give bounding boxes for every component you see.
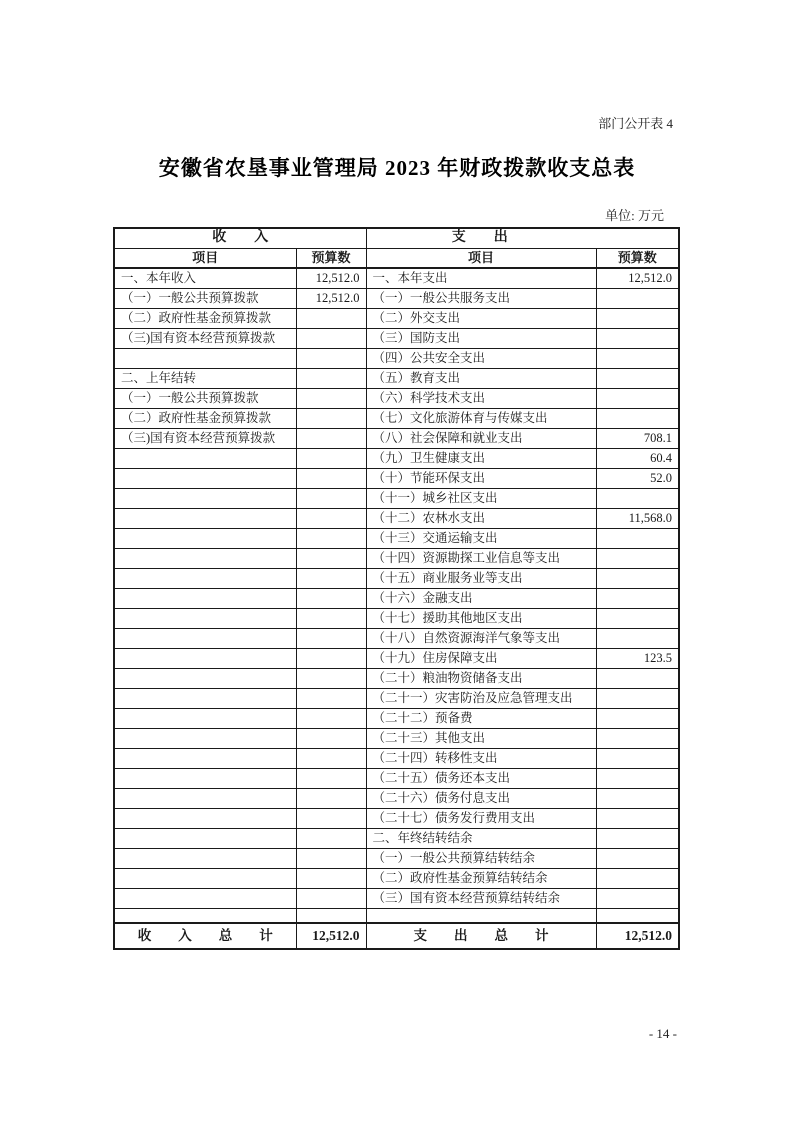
expense-budget-cell: 11,568.0 <box>596 508 679 528</box>
income-item-cell <box>114 828 296 848</box>
income-item-cell <box>114 668 296 688</box>
table-row <box>114 308 679 328</box>
income-item-cell <box>114 468 296 488</box>
expense-budget-cell <box>596 708 679 728</box>
expense-item-cell: （二十二）预备费 <box>366 708 596 728</box>
income-item-cell: 二、上年结转 <box>114 368 296 388</box>
income-budget-cell <box>296 768 366 788</box>
expense-budget-cell: 52.0 <box>596 468 679 488</box>
income-item-cell <box>114 648 296 668</box>
expense-item-cell: （三）国有资本经营预算结转结余 <box>366 888 596 908</box>
expense-budget-cell: 123.5 <box>596 648 679 668</box>
page-title: 安徽省农垦事业管理局 2023 年财政拨款收支总表 <box>158 156 636 180</box>
expense-budget-cell <box>596 748 679 768</box>
expense-budget-cell <box>596 888 679 908</box>
income-item-cell <box>114 888 296 908</box>
income-item-cell <box>114 728 296 748</box>
income-budget-cell <box>296 528 366 548</box>
expense-item-cell: （十六）金融支出 <box>366 588 596 608</box>
income-budget-cell <box>296 848 366 868</box>
table-row <box>114 408 679 428</box>
income-item-cell: （二）政府性基金预算拨款 <box>114 408 296 428</box>
income-item-cell <box>114 908 296 923</box>
income-item-cell <box>114 568 296 588</box>
income-budget-cell <box>296 448 366 468</box>
income-item-cell <box>114 848 296 868</box>
budget-table <box>113 227 680 950</box>
income-budget-cell <box>296 408 366 428</box>
income-budget-cell <box>296 348 366 368</box>
expense-budget-cell <box>596 588 679 608</box>
expense-item-cell: （六）科学技术支出 <box>366 388 596 408</box>
expense-item-cell: （十八）自然资源海洋气象等支出 <box>366 628 596 648</box>
expense-budget-cell: 60.4 <box>596 448 679 468</box>
income-budget-cell <box>296 908 366 923</box>
income-budget-cell <box>296 828 366 848</box>
expense-total-label: 支 出 总 计 <box>366 923 596 949</box>
income-budget-cell <box>296 688 366 708</box>
expense-budget-cell <box>596 348 679 368</box>
expense-budget-cell <box>596 388 679 408</box>
income-budget-cell <box>296 568 366 588</box>
table-row <box>114 868 679 888</box>
expense-total-value: 12,512.0 <box>596 923 679 949</box>
expense-budget-cell <box>596 608 679 628</box>
expense-budget-cell <box>596 548 679 568</box>
income-budget-cell <box>296 368 366 388</box>
income-budget-cell <box>296 428 366 448</box>
income-budget-cell: 12,512.0 <box>296 288 366 308</box>
expense-budget-cell <box>596 688 679 708</box>
table-row <box>114 788 679 808</box>
income-item-cell: （一）一般公共预算拨款 <box>114 388 296 408</box>
expense-budget-cell <box>596 328 679 348</box>
expense-budget-cell <box>596 408 679 428</box>
table-row <box>114 768 679 788</box>
expense-budget-cell <box>596 308 679 328</box>
expense-budget-cell <box>596 868 679 888</box>
income-item-cell <box>114 548 296 568</box>
expense-item-cell: （二十一）灾害防治及应急管理支出 <box>366 688 596 708</box>
income-item-header: 项目 <box>114 248 296 268</box>
expense-budget-cell <box>596 368 679 388</box>
income-item-cell: （二）政府性基金预算拨款 <box>114 308 296 328</box>
income-item-cell <box>114 588 296 608</box>
income-budget-cell <box>296 888 366 908</box>
income-budget-cell <box>296 608 366 628</box>
table-row <box>114 688 679 708</box>
expense-budget-cell <box>596 728 679 748</box>
table-row <box>114 348 679 368</box>
table-row <box>114 628 679 648</box>
income-item-cell: （三)国有资本经营预算拨款 <box>114 428 296 448</box>
expense-item-cell: （一）一般公共服务支出 <box>366 288 596 308</box>
expense-budget-cell <box>596 288 679 308</box>
income-budget-cell <box>296 788 366 808</box>
table-row <box>114 468 679 488</box>
income-budget-cell <box>296 628 366 648</box>
income-budget-cell <box>296 588 366 608</box>
table-row <box>114 848 679 868</box>
table-row <box>114 888 679 908</box>
income-budget-cell <box>296 508 366 528</box>
expense-budget-cell <box>596 568 679 588</box>
table-row <box>114 388 679 408</box>
income-budget-header: 预算数 <box>296 248 366 268</box>
expense-item-cell: （一）一般公共预算结转结余 <box>366 848 596 868</box>
expense-item-cell: （十九）住房保障支出 <box>366 648 596 668</box>
expense-item-cell: （二十）粮油物资储备支出 <box>366 668 596 688</box>
expense-item-cell: （九）卫生健康支出 <box>366 448 596 468</box>
income-total-label: 收 入 总 计 <box>114 923 296 949</box>
total-row <box>114 923 679 949</box>
expense-item-cell: （十二）农林水支出 <box>366 508 596 528</box>
table-row <box>114 728 679 748</box>
table-row <box>114 368 679 388</box>
column-header-row <box>114 248 679 268</box>
expense-item-cell: （二十四）转移性支出 <box>366 748 596 768</box>
expense-budget-cell <box>596 488 679 508</box>
table-row <box>114 508 679 528</box>
expense-budget-cell <box>596 528 679 548</box>
table-row <box>114 328 679 348</box>
expense-section-header: 支 出 <box>366 228 679 248</box>
income-item-cell <box>114 348 296 368</box>
income-total-value: 12,512.0 <box>296 923 366 949</box>
section-header-row <box>114 228 679 248</box>
expense-item-cell: （十七）援助其他地区支出 <box>366 608 596 628</box>
income-item-cell <box>114 448 296 468</box>
income-item-cell <box>114 488 296 508</box>
table-row <box>114 528 679 548</box>
table-row <box>114 748 679 768</box>
expense-budget-cell <box>596 828 679 848</box>
expense-budget-cell <box>596 908 679 923</box>
expense-budget-cell <box>596 788 679 808</box>
income-budget-cell <box>296 388 366 408</box>
expense-item-cell: 二、年终结转结余 <box>366 828 596 848</box>
expense-item-cell <box>366 908 596 923</box>
unit-note: 单位: 万元 <box>605 208 664 223</box>
table-row <box>114 588 679 608</box>
table-row <box>114 548 679 568</box>
table-row <box>114 828 679 848</box>
income-item-cell <box>114 868 296 888</box>
expense-item-header: 项目 <box>366 248 596 268</box>
table-row <box>114 448 679 468</box>
expense-budget-cell <box>596 768 679 788</box>
expense-item-cell: （四）公共安全支出 <box>366 348 596 368</box>
income-item-cell <box>114 528 296 548</box>
income-item-cell <box>114 508 296 528</box>
income-budget-cell <box>296 808 366 828</box>
income-budget-cell <box>296 308 366 328</box>
income-item-cell <box>114 608 296 628</box>
expense-item-cell: （二）政府性基金预算结转结余 <box>366 868 596 888</box>
income-section-header: 收 入 <box>114 228 366 248</box>
income-budget-cell <box>296 868 366 888</box>
expense-budget-cell <box>596 668 679 688</box>
expense-budget-cell: 12,512.0 <box>596 268 679 288</box>
expense-item-cell: （十一）城乡社区支出 <box>366 488 596 508</box>
expense-budget-cell <box>596 848 679 868</box>
expense-item-cell: 一、本年支出 <box>366 268 596 288</box>
expense-item-cell: （十三）交通运输支出 <box>366 528 596 548</box>
expense-item-cell: （五）教育支出 <box>366 368 596 388</box>
income-budget-cell <box>296 468 366 488</box>
table-row <box>114 608 679 628</box>
income-item-cell: （三)国有资本经营预算拨款 <box>114 328 296 348</box>
table-row <box>114 428 679 448</box>
income-item-cell <box>114 788 296 808</box>
income-budget-cell <box>296 748 366 768</box>
income-budget-cell <box>296 708 366 728</box>
income-item-cell: 一、本年收入 <box>114 268 296 288</box>
expense-item-cell: （七）文化旅游体育与传媒支出 <box>366 408 596 428</box>
income-budget-cell <box>296 488 366 508</box>
table-row <box>114 488 679 508</box>
income-item-cell <box>114 688 296 708</box>
income-budget-cell <box>296 548 366 568</box>
expense-budget-cell <box>596 808 679 828</box>
expense-item-cell: （十）节能环保支出 <box>366 468 596 488</box>
income-item-cell <box>114 708 296 728</box>
expense-item-cell: （二十五）债务还本支出 <box>366 768 596 788</box>
income-budget-cell <box>296 648 366 668</box>
income-item-cell <box>114 808 296 828</box>
doc-label: 部门公开表 4 <box>598 116 673 131</box>
table-row <box>114 668 679 688</box>
expense-item-cell: （二十七）债务发行费用支出 <box>366 808 596 828</box>
table-row <box>114 288 679 308</box>
expense-budget-cell: 708.1 <box>596 428 679 448</box>
expense-item-cell: （三）国防支出 <box>366 328 596 348</box>
table-row <box>114 708 679 728</box>
table-row <box>114 648 679 668</box>
income-item-cell <box>114 628 296 648</box>
expense-item-cell: （十四）资源勘探工业信息等支出 <box>366 548 596 568</box>
income-item-cell <box>114 748 296 768</box>
expense-item-cell: （二十六）债务付息支出 <box>366 788 596 808</box>
table-row <box>114 568 679 588</box>
page-number: - 14 - <box>648 1026 677 1041</box>
expense-budget-header: 预算数 <box>596 248 679 268</box>
expense-item-cell: （二）外交支出 <box>366 308 596 328</box>
table-row <box>114 808 679 828</box>
expense-item-cell: （二十三）其他支出 <box>366 728 596 748</box>
expense-item-cell: （十五）商业服务业等支出 <box>366 568 596 588</box>
table-row <box>114 268 679 288</box>
income-budget-cell: 12,512.0 <box>296 268 366 288</box>
income-item-cell: （一）一般公共预算拨款 <box>114 288 296 308</box>
expense-budget-cell <box>596 628 679 648</box>
expense-item-cell: （八）社会保障和就业支出 <box>366 428 596 448</box>
income-budget-cell <box>296 328 366 348</box>
income-budget-cell <box>296 728 366 748</box>
income-budget-cell <box>296 668 366 688</box>
spacer-row <box>114 908 679 923</box>
income-item-cell <box>114 768 296 788</box>
